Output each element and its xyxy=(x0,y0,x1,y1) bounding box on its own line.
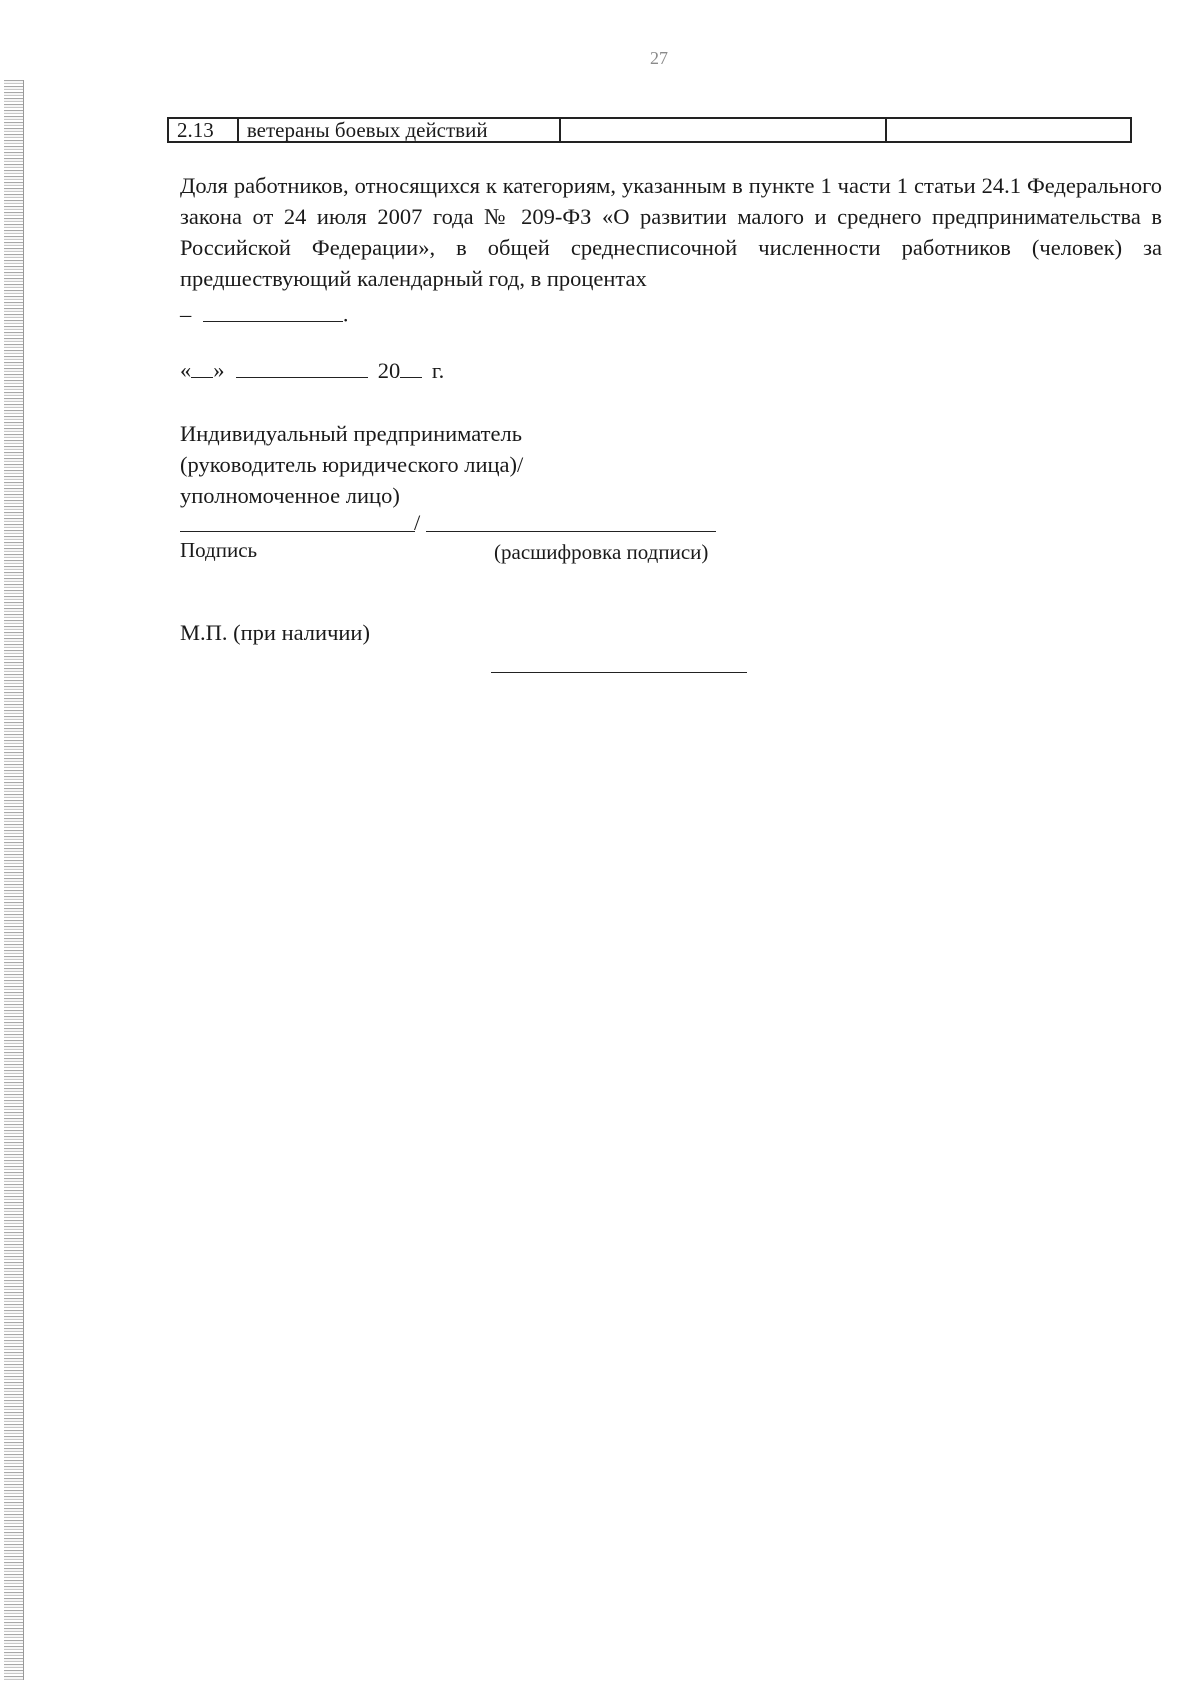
signer-line-3: уполномоченное лицо) xyxy=(180,483,400,508)
signer-block xyxy=(180,418,523,511)
date-field xyxy=(180,354,444,386)
stamp-blank[interactable] xyxy=(491,672,747,673)
date-open-quote: « xyxy=(180,357,192,383)
year-blank[interactable] xyxy=(400,354,422,378)
date-close-quote: » xyxy=(213,357,225,383)
signature-decoding-blank[interactable] xyxy=(426,531,716,532)
year-prefix: 20 xyxy=(377,357,401,383)
month-blank[interactable] xyxy=(236,354,368,378)
signature-caption: Подпись xyxy=(180,538,258,562)
scan-binding-edge xyxy=(23,80,24,1680)
percent-period: . xyxy=(342,301,349,327)
share-of-employees-paragraph: Доля работников, относящихся к категориям, указанным в пункте 1 части 1 статьи 24.1 Федерального закона от 24 июля 2007 года № 209-ФЗ «О развитии малого и среднего предпринимательства в Российской Федерации», в общей среднесписочной численности работников (человек) за предшествующий календарный год, в процентах xyxy=(180,173,1162,291)
signer-line-1: Индивидуальный предприниматель xyxy=(180,421,522,446)
stamp-label: М.П. (при наличии) xyxy=(180,620,370,645)
percent-blank[interactable] xyxy=(203,298,343,322)
year-suffix: г. xyxy=(431,357,445,383)
scan-binding-strip xyxy=(4,80,24,1680)
row-number-cell: 2.13 xyxy=(168,118,238,142)
row-label-cell: ветераны боевых действий xyxy=(238,118,560,142)
signature-blank[interactable] xyxy=(180,531,415,532)
percent-field xyxy=(180,298,349,330)
page-number: 27 xyxy=(650,48,668,68)
table-row xyxy=(168,118,1131,142)
day-blank[interactable] xyxy=(191,354,213,378)
categories-table xyxy=(167,117,1132,143)
signature-decoding-caption: (расшифровка подписи) xyxy=(494,540,709,564)
signer-line-2: (руководитель юридического лица)/ xyxy=(180,452,524,477)
percent-dash: – xyxy=(180,301,192,327)
row-value-cell-2 xyxy=(886,118,1131,142)
row-value-cell-1 xyxy=(560,118,887,142)
signature-slash: / xyxy=(414,510,421,535)
